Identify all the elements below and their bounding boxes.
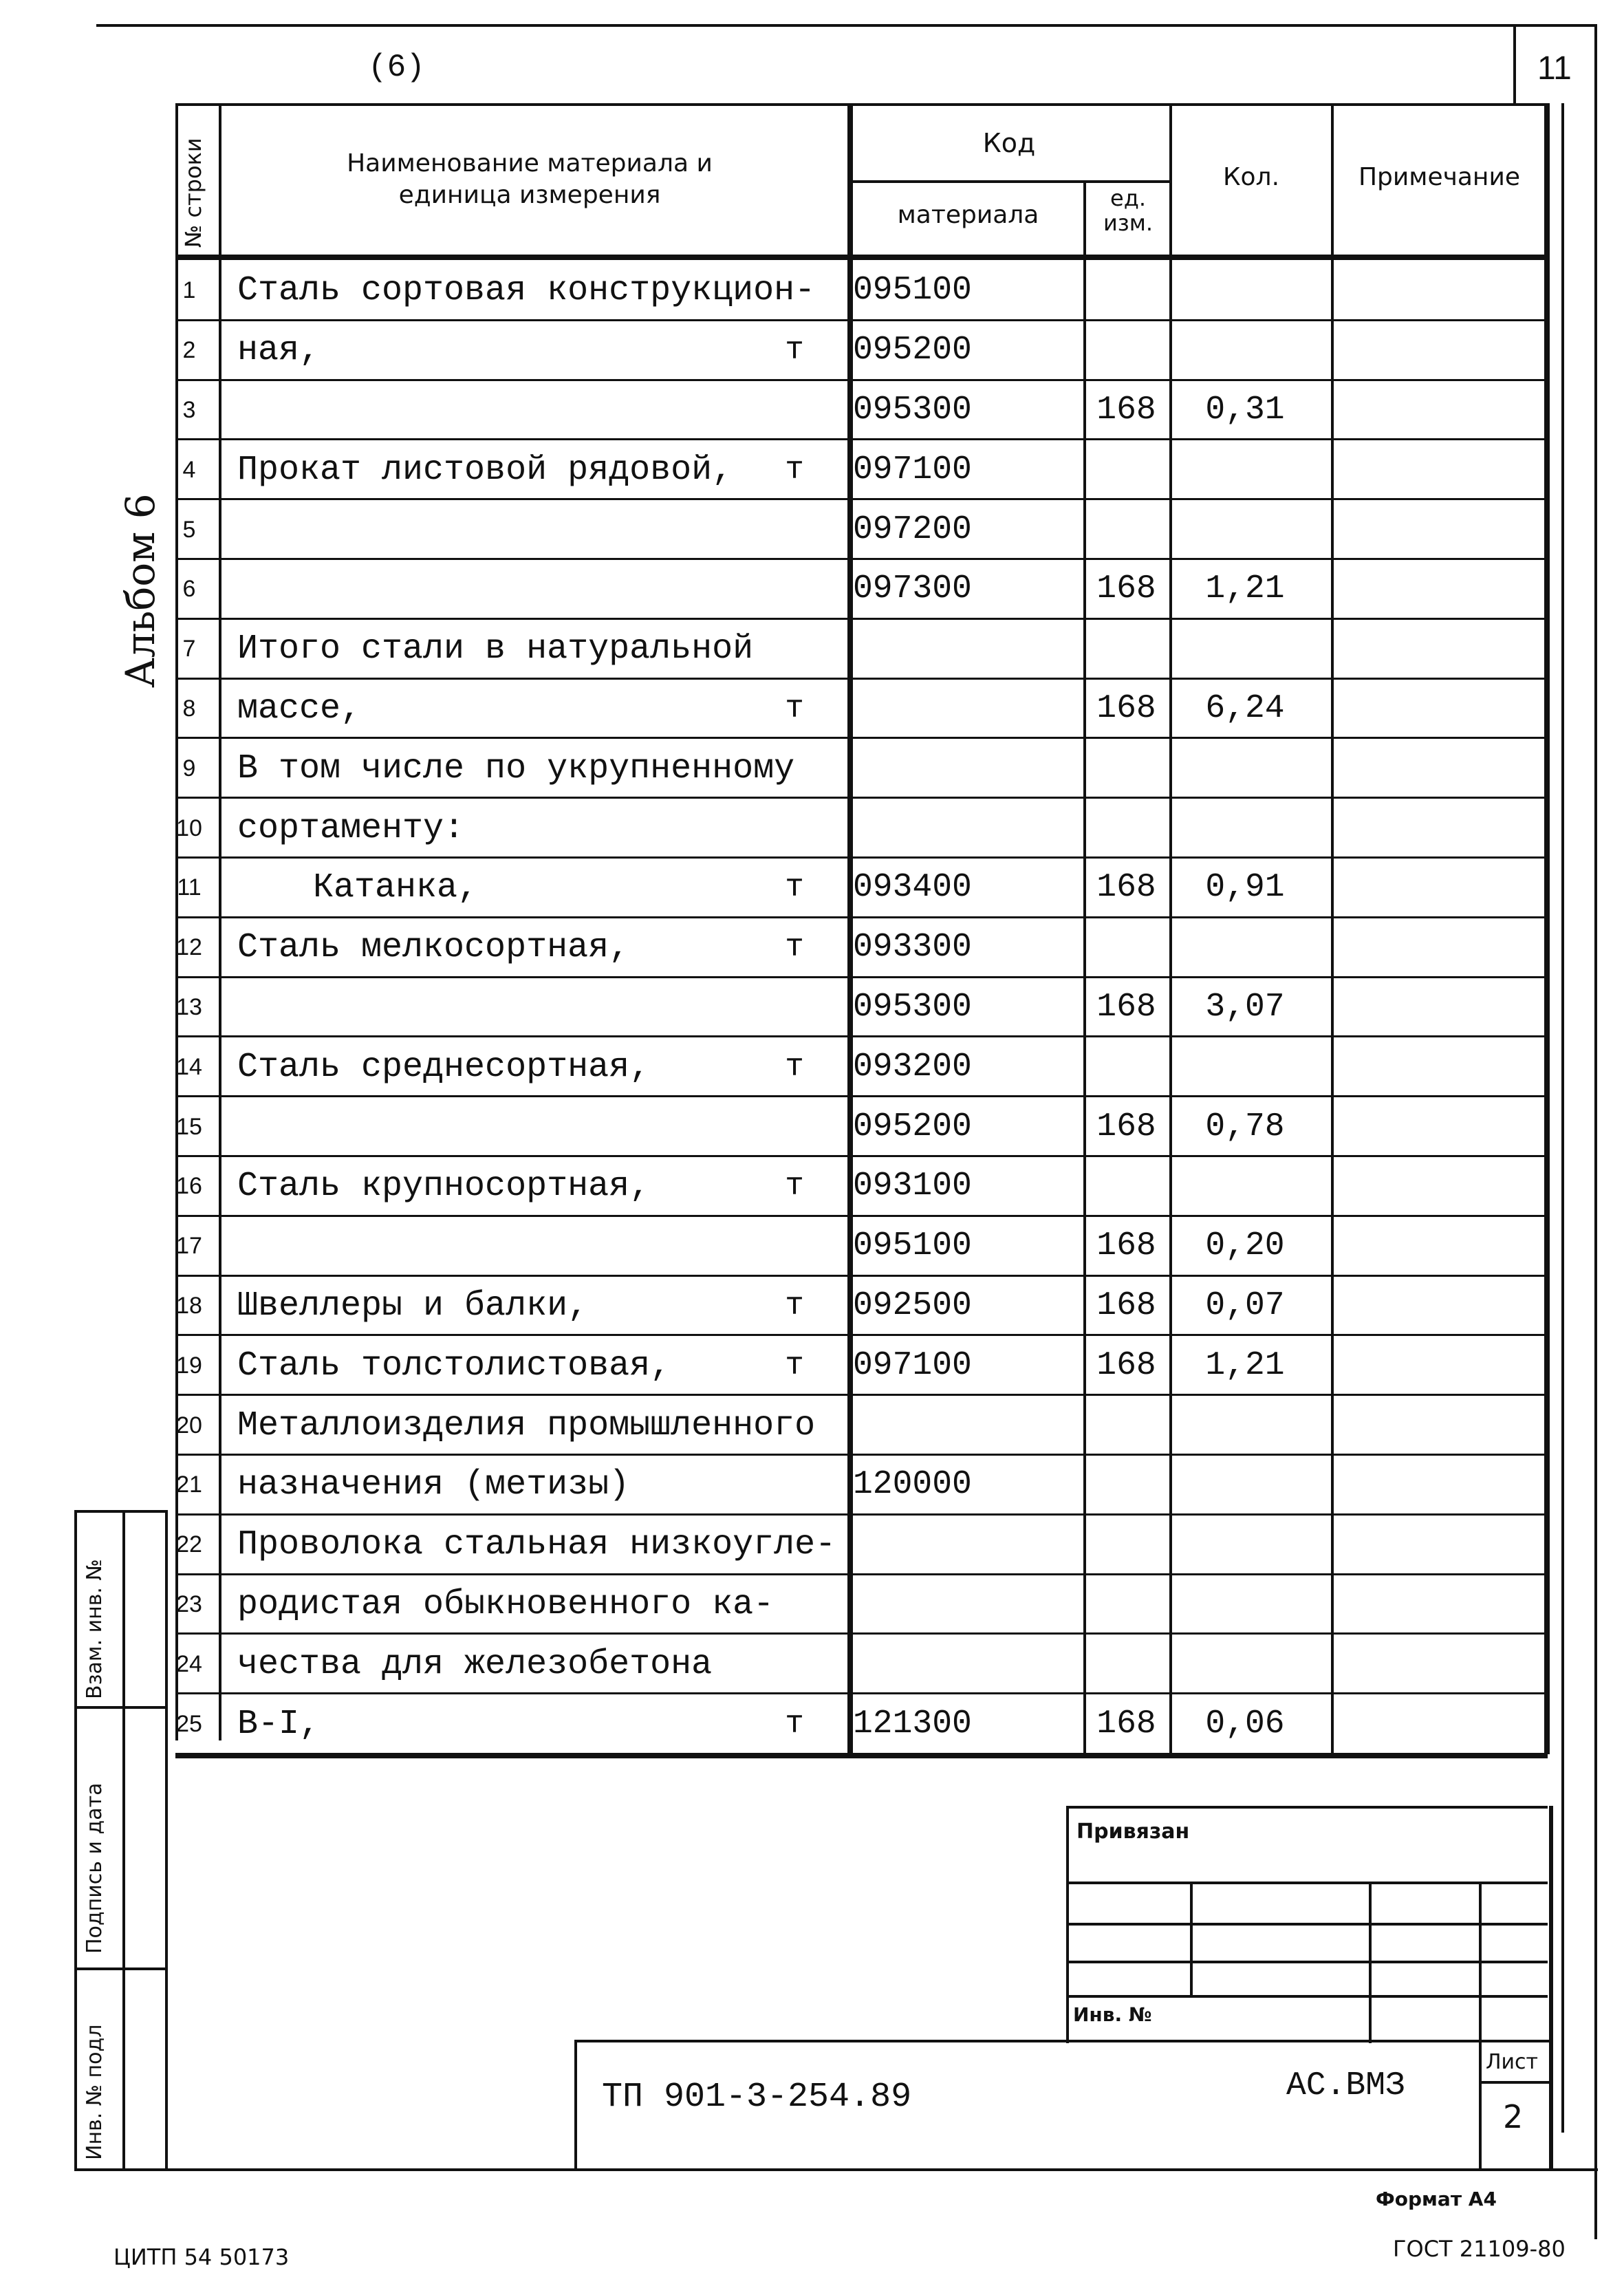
row-material-code: 097100: [853, 451, 972, 488]
row-unit: т: [785, 451, 804, 488]
row-name: чества для железобетона: [237, 1644, 713, 1684]
row-number: 14: [176, 1053, 202, 1080]
row-unit-code: 168: [1096, 690, 1156, 727]
tbl-h-bottom: [175, 1753, 1548, 1758]
row-name: Сталь сортовая конструкцион-: [237, 271, 816, 311]
album-label: Альбом 6: [117, 493, 164, 688]
header-unit: ед. изм.: [1103, 185, 1154, 236]
stamp-h-1: [74, 1510, 167, 1513]
row-name: массе,: [237, 689, 362, 729]
stamp-inv-podl: Инв. № подл: [83, 2024, 107, 2160]
table-row: [0, 977, 1624, 1037]
row-number: 16: [176, 1173, 202, 1200]
row-name: Сталь среднесортная,: [237, 1047, 651, 1087]
row-unit-code: 168: [1096, 1705, 1156, 1743]
header-qty: Кол.: [1222, 163, 1280, 191]
table-row: [0, 439, 1624, 499]
format-label: Формат А4: [1376, 2188, 1497, 2210]
tb-v-3: [1369, 1882, 1372, 2043]
row-quantity: 0,07: [1205, 1287, 1285, 1324]
row-quantity: 1,21: [1205, 1346, 1285, 1384]
row-unit: т: [785, 332, 804, 369]
table-row: [0, 917, 1624, 977]
row-number: 8: [182, 696, 196, 722]
stamp-v-inner: [122, 1510, 125, 2170]
header-row-no: № строки: [180, 138, 206, 248]
row-quantity: 0,06: [1205, 1705, 1285, 1743]
row-material-code: 097200: [853, 510, 972, 548]
row-quantity: 3,07: [1205, 989, 1285, 1026]
table-row: [0, 857, 1624, 917]
footer-left: ЦИТП 54 50173: [113, 2244, 290, 2270]
stamp-v-inner2: [165, 1510, 168, 2170]
row-name: Швеллеры и балки,: [237, 1286, 589, 1326]
row-quantity: 0,91: [1205, 869, 1285, 907]
row-unit: т: [785, 1705, 804, 1742]
row-name: Итого стали в натуральной: [237, 629, 754, 669]
table-row: [0, 380, 1624, 440]
tb-main-left: [574, 2040, 577, 2170]
row-quantity: 6,24: [1205, 690, 1285, 727]
tb-h-top: [1066, 1806, 1548, 1809]
row-number: 13: [176, 994, 202, 1020]
table-row: [0, 1335, 1624, 1394]
tb-sheet-label: Лист: [1486, 2050, 1539, 2074]
row-name: родистая обыкновенного ка-: [237, 1585, 775, 1624]
row-number: 24: [176, 1650, 202, 1677]
row-material-code: 095100: [853, 272, 972, 310]
row-unit-code: 168: [1096, 1227, 1156, 1265]
row-number: 12: [176, 934, 202, 961]
row-material-code: 092500: [853, 1287, 972, 1324]
table-row: [0, 1574, 1624, 1634]
row-unit: т: [785, 1288, 804, 1324]
table-row: [0, 678, 1624, 738]
row-unit-code: 168: [1096, 1346, 1156, 1384]
row-unit-code: 168: [1096, 391, 1156, 429]
table-row: [0, 737, 1624, 797]
header-code: Код: [982, 128, 1036, 158]
table-row: [0, 320, 1624, 380]
table-row: [0, 1514, 1624, 1574]
row-name: В том числе по укрупненному: [237, 748, 795, 788]
row-number: 9: [182, 755, 196, 781]
sheet-corner-number: 11: [1537, 50, 1572, 87]
tb-h-4: [1066, 1961, 1548, 1963]
table-row: [0, 797, 1624, 857]
row-number: 2: [182, 337, 196, 364]
row-name: назначения (метизы): [237, 1465, 630, 1505]
row-unit: т: [785, 1168, 804, 1205]
tbl-h-header-bottom: [175, 255, 1548, 260]
table-row: [0, 1454, 1624, 1514]
row-number: 22: [176, 1531, 202, 1558]
row-unit: т: [785, 929, 804, 966]
row-name: Проволока стальная низкоугле-: [237, 1525, 836, 1565]
table-row: [0, 618, 1624, 678]
stamp-h-4: [74, 2168, 1598, 2171]
stamp-v-outer: [74, 1510, 77, 2170]
tb-h-5: [1066, 1995, 1548, 1998]
row-number: 11: [177, 874, 202, 901]
header-note: Примечание: [1358, 163, 1521, 191]
tb-sheet-split: [1479, 2081, 1551, 2084]
row-number: 17: [176, 1233, 202, 1260]
table-row: [0, 260, 1624, 320]
stamp-podpis: Подпись и дата: [83, 1782, 107, 1954]
header-name: Наименование материала и единица измерения: [347, 149, 713, 209]
tbl-h-top: [175, 103, 1548, 106]
row-quantity: 0,78: [1205, 1108, 1285, 1145]
tb-v-right: [1549, 1806, 1553, 2170]
table-row: [0, 1633, 1624, 1693]
tb-h-2: [1066, 1882, 1548, 1884]
tbl-h-code-split: [847, 180, 1171, 183]
row-name: сортаменту:: [237, 808, 465, 848]
tb-v-4: [1479, 1882, 1482, 2170]
header-material: материала: [897, 201, 1039, 229]
row-number: 25: [176, 1710, 202, 1737]
row-quantity: 0,31: [1205, 391, 1285, 429]
row-number: 18: [176, 1293, 202, 1319]
row-name: Прокат листовой рядовой,: [237, 450, 733, 490]
row-quantity: 1,21: [1205, 570, 1285, 608]
stamp-h-3: [74, 1967, 167, 1970]
row-number: 1: [182, 277, 196, 304]
tb-main-top: [574, 2040, 1551, 2042]
row-material-code: 097300: [853, 570, 972, 608]
tb-privyazan: Привязан: [1076, 1820, 1190, 1844]
row-material-code: 095200: [853, 1108, 972, 1145]
row-unit-code: 168: [1096, 1108, 1156, 1145]
row-unit-code: 168: [1096, 570, 1156, 608]
corner-box-left: [1513, 24, 1516, 103]
row-name: Металлоизделия промышленного: [237, 1405, 816, 1445]
tb-v-2: [1190, 1882, 1193, 1995]
row-number: 20: [176, 1412, 202, 1438]
row-number: 23: [176, 1591, 202, 1617]
row-number: 4: [182, 456, 196, 483]
row-number: 5: [182, 516, 196, 543]
table-row: [0, 1036, 1624, 1096]
row-unit: т: [785, 870, 804, 906]
row-material-code: 095300: [853, 391, 972, 429]
row-number: 19: [176, 1352, 202, 1379]
frame-top: [96, 24, 1596, 27]
table-row: [0, 1156, 1624, 1216]
row-material-code: 095200: [853, 332, 972, 369]
tb-doc-code: ТП 901-3-254.89: [602, 2078, 912, 2117]
row-name: Сталь мелкосортная,: [237, 928, 630, 968]
footer-right: ГОСТ 21109-80: [1393, 2236, 1566, 2262]
table-row: [0, 1693, 1624, 1753]
row-name: ная,: [237, 331, 321, 371]
row-material-code: 093300: [853, 929, 972, 967]
row-unit-code: 168: [1096, 869, 1156, 907]
row-material-code: 093100: [853, 1167, 972, 1205]
table-row: [0, 1096, 1624, 1156]
row-unit-code: 168: [1096, 1287, 1156, 1324]
row-name: В-I,: [237, 1704, 321, 1744]
row-material-code: 093400: [853, 869, 972, 907]
tb-inv-no: Инв. №: [1073, 2003, 1152, 2026]
row-number: 21: [176, 1471, 202, 1498]
row-number: 6: [182, 576, 196, 603]
row-quantity: 0,20: [1205, 1227, 1285, 1265]
tb-mark: АС.ВМЗ: [1286, 2067, 1405, 2104]
row-material-code: 097100: [853, 1346, 972, 1384]
table-row: [0, 1216, 1624, 1275]
row-unit: т: [785, 1347, 804, 1383]
table-row: [0, 499, 1624, 559]
row-unit: т: [785, 691, 804, 726]
table-row: [0, 559, 1624, 618]
table-row: [0, 1275, 1624, 1335]
top-number: (6): [368, 50, 425, 85]
row-material-code: 093200: [853, 1048, 972, 1086]
row-unit-code: 168: [1096, 989, 1156, 1026]
row-material-code: 120000: [853, 1466, 972, 1504]
stamp-h-2: [74, 1706, 167, 1709]
row-name: Сталь толстолистовая,: [237, 1346, 671, 1386]
row-material-code: 121300: [853, 1705, 972, 1743]
row-number: 10: [176, 815, 202, 841]
tb-h-3: [1066, 1923, 1548, 1926]
table-row: [0, 1394, 1624, 1454]
row-number: 3: [182, 397, 196, 423]
row-number: 7: [182, 636, 196, 662]
row-number: 15: [176, 1113, 202, 1140]
row-name: Катанка,: [313, 868, 479, 908]
row-name: Сталь крупносортная,: [237, 1167, 651, 1207]
row-material-code: 095300: [853, 989, 972, 1026]
row-material-code: 095100: [853, 1227, 972, 1265]
stamp-vzam: Взам. инв. №: [83, 1559, 107, 1699]
row-unit: т: [785, 1048, 804, 1085]
tb-sheet-no: 2: [1503, 2098, 1524, 2135]
